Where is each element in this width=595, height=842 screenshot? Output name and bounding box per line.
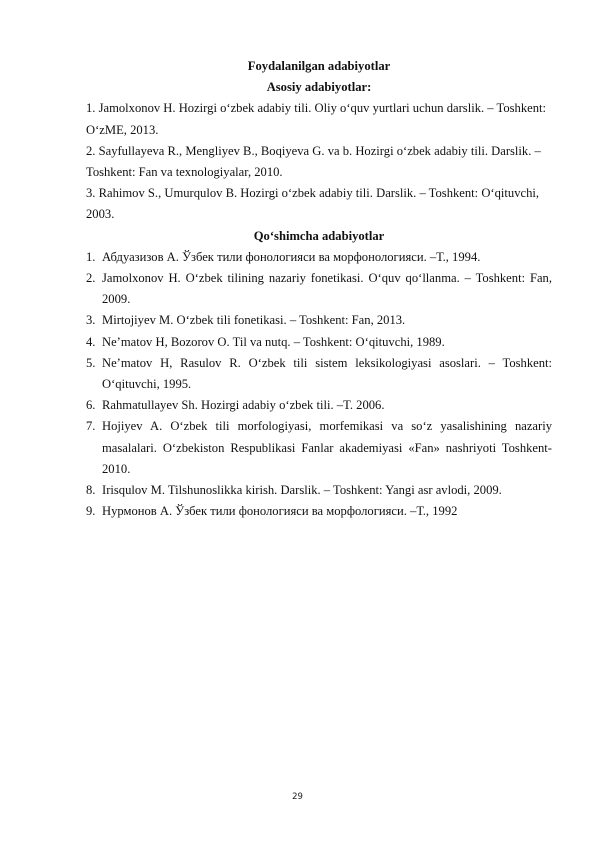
list-item: 5. Ne’matov H, Rasulov R. O‘zbek tili sistem leksikologiyasi asoslari. – Toshkent: O‘qituvchi, 1995. bbox=[86, 355, 552, 392]
main-reference-3: 3. Rahimov S., Umurqulov B. Hozirgi o‘zbek adabiy tili. Darslik. – Toshkent: O‘qituvchi, 2003. bbox=[86, 186, 540, 222]
page-number: 29 bbox=[292, 792, 303, 802]
references-section bbox=[86, 56, 552, 522]
additional-references-heading: Qo‘shimcha adabiyotlar bbox=[253, 228, 385, 243]
main-references-heading: Asosiy adabiyotlar: bbox=[266, 80, 372, 95]
main-reference-2: 2. Sayfullayeva R., Mengliyev B., Boqiyeva G. va b. Hozirgi o‘zbek adabiy tili. Darslik. – Toshkent: Fan va texnologiyalar, 2010. bbox=[86, 143, 541, 180]
main-reference-1: 1. Jamolxonov H. Hozirgi o‘zbek adabiy tili. Oliy o‘quv yurtlari uchun darslik. – Toshkent: O‘zME, 2013. bbox=[86, 101, 547, 137]
list-item: 9. Нурмонов А. Ўзбек тили фонологияси ва морфологияси. –Т., 1992 bbox=[86, 504, 458, 519]
list-item: 8. Irisqulov M. Tilshunoslikka kirish. Darslik. – Toshkent: Yangi asr avlodi, 2009. bbox=[86, 483, 502, 498]
list-item: 7. Hojiyev A. O‘zbek tili morfologiyasi, morfemikasi va so‘z yasalishining nazariy masalalari. O‘zbekiston Respublikasi Fanlar akademiyasi «Fan» nashriyoti Toshkent-2010. bbox=[86, 419, 552, 476]
list-item: 1. Абдуазизов А. Ўзбек тили фонологияси ва морфонологияси. –Т., 1994. bbox=[86, 249, 481, 264]
list-item: 6. Rahmatullayev Sh. Hozirgi adabiy o‘zbek tili. –T. 2006. bbox=[86, 398, 385, 413]
additional-references-list bbox=[86, 247, 552, 523]
list-item: 2. Jamolxonov H. O‘zbek tilining nazariy fonetikasi. O‘quv qo‘llanma. – Toshkent: Fan, 2009. bbox=[86, 271, 552, 307]
list-item: 3. Mirtojiyev M. O‘zbek tili fonetikasi. – Toshkent: Fan, 2013. bbox=[86, 313, 406, 328]
page-title: Foydalanilgan adabiyotlar bbox=[247, 59, 391, 73]
list-item: 4. Ne’matov H, Bozorov O. Til va nutq. – Toshkent: O‘qituvchi, 1989. bbox=[86, 334, 445, 349]
